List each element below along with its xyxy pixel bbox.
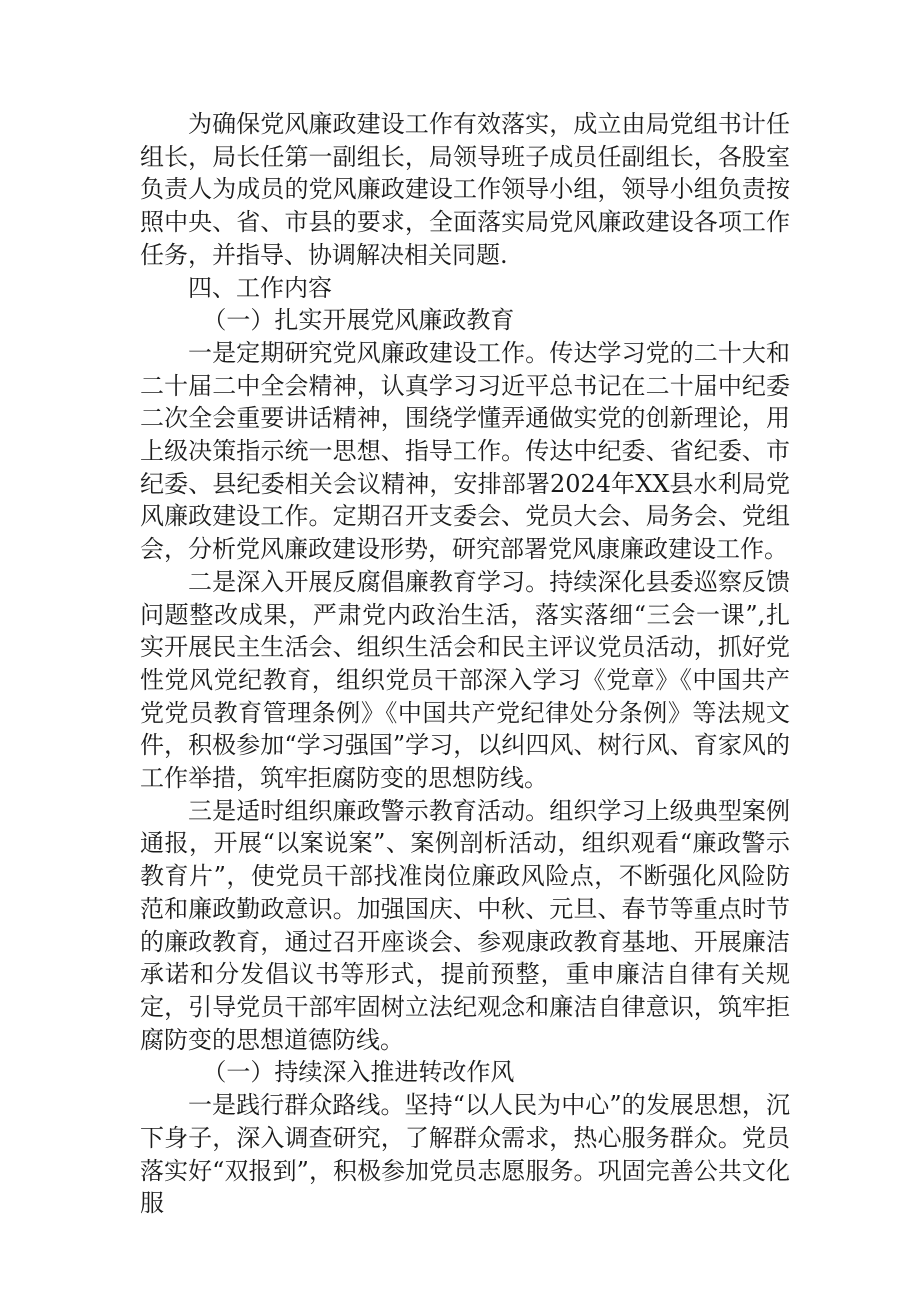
section-heading-work-content: 四、工作内容 (188, 273, 332, 302)
subsection-heading-education: （一）扎实开展党风廉政教育 (202, 306, 515, 335)
paragraph-regular-research: 一是定期研究党风廉政建设工作。传达学习党的二十大和二十届二中全会精神，认真学习习近平总书记在二十届中纪委二次全会重要讲话精神，围绕学懂弄通做实党的创新理论，用上级决策指示统一思想、指导工作。传达中纪委、省纪委、市纪委、县纪委相关会议精神，安排部署2024年XX县水利局党风廉政建设工作。定期召开支委会、党员大会、局务会、党组会，分析党风廉政建设形势，研究部署党风康廉政建设工作。 (140, 338, 790, 564)
paragraph-anti-corruption-education: 二是深入开展反腐倡廉教育学习。持续深化县委巡察反馈问题整改成果，严肃党内政治生活，落实落细“三会一课”,扎实开展民主生活会、组织生活会和民主评议党员活动，抓好党性党风党纪教育，组织党员干部深入学习《党章》《中国共产党党员教育管理条例》《中国共产党纪律处分条例》等法规文件，积极参加“学习强国”学习，以纠四风、树行风、育家风的工作举措，筑牢拒腐防变的思想防线。 (140, 567, 790, 793)
paragraph-warning-education: 三是适时组织廉政警示教育活动。组织学习上级典型案例通报，开展“以案说案”、案例剖析活动，组织观看“廉政警示教育片”，使党员干部找准岗位廉政风险点，不断强化风险防范和廉政勤政意识。加强国庆、中秋、元旦、春节等重点时节的廉政教育，通过召开座谈会、参观康政教育基地、开展廉洁承诺和分发倡议书等形式，提前预整，重申廉洁自律有关规定，引导党员干部牢固树立法纪观念和廉洁自律意识，筑牢拒腐防变的思想道德防线。 (140, 796, 790, 1054)
document-body (140, 108, 790, 1220)
paragraph-leadership-group: 为确保党风廉政建设工作有效落实，成立由局党组书计任组长，局长任第一副组长，局领导班子成员任副组长，各股室负责人为成员的党风廉政建设工作领导小组，领导小组负责按照中央、省、市县的要求，全面落实局党风廉政建设各项工作任务，并指导、协调解决相关同题. (140, 110, 790, 269)
paragraph-mass-line: 一是践行群众路线。坚持“以人民为中心”的发展思想，沉下身子，深入调查研究，了解群众需求，热心服务群众。党员落实好“双报到”，积极参加党员志愿服务。巩固完善公共文化服 (140, 1091, 790, 1218)
subsection-heading-work-style: （一）持续深入推进转改作风 (202, 1058, 515, 1087)
